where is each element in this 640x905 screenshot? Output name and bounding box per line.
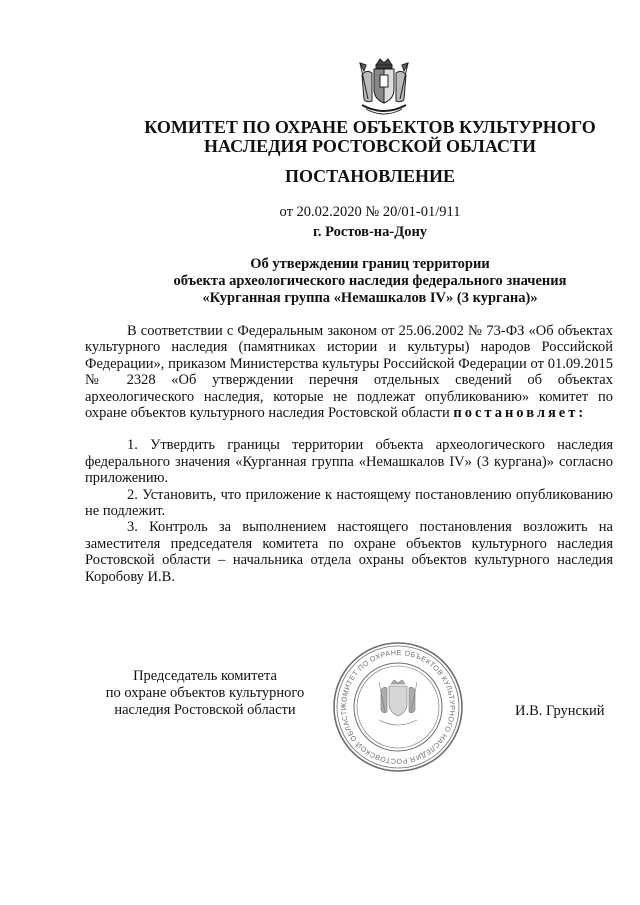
preamble-text: В соответствии с Федеральным законом от 25.06.2002 № 73-ФЗ «Об объектах культурного наследия (памятниках истории и культуры) народов Российской Федерации», приказом Министерства культуры Российской Федерации от 01.09.2015 № 2328 «Об утверждении перечня отдельных сведений об объектах археологического наследия, которые не подлежат опубликованию» комитет по охране объектов культурного наследия Ростовской области bbox=[85, 323, 613, 422]
title-line2: объекта археологического наследия федерального значения bbox=[173, 273, 567, 289]
org-name-line1: КОМИТЕТ ПО ОХРАНЕ ОБЪЕКТОВ КУЛЬТУРНОГО bbox=[144, 117, 596, 137]
decree-word: постановляет: bbox=[453, 405, 587, 422]
document-title bbox=[110, 256, 630, 307]
item-3-paragraph: 3. Контроль за выполнением настоящего постановления возложить на заместителя председателя комитета по охране объектов культурного наследия Ростовской области – начальника отдела охраны объектов культурного наследия Коробову И.В. bbox=[85, 519, 613, 585]
title-line1: Об утверждении границ территории bbox=[250, 256, 490, 272]
document-city: г. Ростов-на-Дону bbox=[312, 224, 428, 240]
document-date-number: от 20.02.2020 № 20/01-01/911 bbox=[279, 204, 461, 220]
signatory-name: И.В. Грунский bbox=[515, 703, 605, 719]
position-line3: наследия Ростовской области bbox=[114, 702, 296, 718]
organization-header bbox=[120, 118, 620, 156]
title-line3: «Курганная группа «Немашкалов IV» (3 кургана)» bbox=[202, 290, 538, 306]
official-seal-icon bbox=[331, 640, 465, 774]
signatory-position bbox=[85, 668, 325, 719]
item-2-paragraph: 2. Установить, что приложение к настоящему постановлению опубликованию не подлежит. bbox=[85, 486, 613, 520]
org-name-line2: НАСЛЕДИЯ РОСТОВСКОЙ ОБЛАСТИ bbox=[204, 136, 536, 156]
position-line1: Председатель комитета bbox=[133, 668, 277, 684]
coat-of-arms-icon bbox=[356, 55, 412, 121]
preamble-paragraph bbox=[85, 323, 613, 421]
document-body bbox=[85, 323, 613, 585]
item-1-paragraph: 1. Утвердить границы территории объекта археологического наследия федерального значения «Курганная группа «Немашкалов IV» (3 кургана)» согласно приложению. bbox=[85, 437, 613, 487]
position-line2: по охране объектов культурного bbox=[105, 685, 305, 701]
seal-text: КОМИТЕТ ПО ОХРАНЕ ОБЪЕКТОВ КУЛЬТУРНОГО НАСЛЕДИЯ РОСТОВСКОЙ ОБЛАСТИ bbox=[338, 647, 458, 767]
document-type: ПОСТАНОВЛЕНИЕ bbox=[284, 166, 456, 186]
